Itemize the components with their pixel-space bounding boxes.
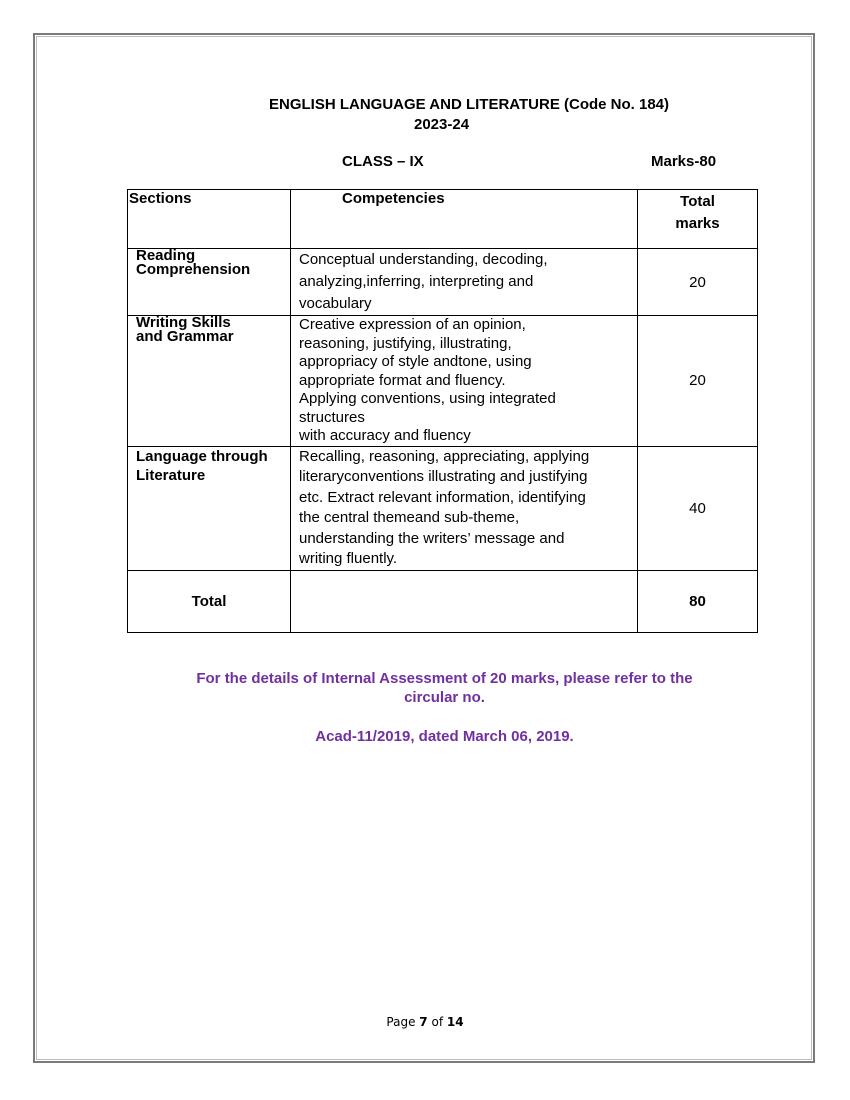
section-marks: 20	[638, 249, 758, 316]
class-label: CLASS – IX	[342, 153, 424, 170]
competency-text: Conceptual understanding, decoding, analyzing,inferring, interpreting and vocabulary	[291, 249, 638, 316]
section-marks: 40	[638, 446, 758, 570]
section-name: Writing Skills and Grammar	[128, 316, 291, 447]
header-total-marks: Total marks	[638, 190, 758, 249]
total-empty-cell	[291, 570, 638, 632]
marks-distribution-table	[127, 189, 758, 633]
table-header-row	[128, 190, 758, 249]
table-row	[128, 446, 758, 570]
competency-text: Creative expression of an opinion, reasoning, justifying, illustrating, appropriacy of style andtone, using appropriate format and fluency. Applying conventions, using integrated structures with accuracy and fluency	[291, 316, 638, 447]
academic-year: 2023-24	[414, 116, 470, 133]
total-label: Total	[128, 570, 291, 632]
table-row	[128, 249, 758, 316]
total-marks: 80	[638, 570, 758, 632]
section-marks: 20	[638, 316, 758, 447]
total-row	[128, 570, 758, 632]
document-title: ENGLISH LANGUAGE AND LITERATURE (Code No. 184)	[269, 96, 670, 113]
section-name: Language through Literature	[128, 446, 291, 570]
marks-label: Marks-80	[651, 153, 717, 170]
section-name: Reading Comprehension	[128, 249, 291, 316]
circular-reference: Acad-11/2019, dated March 06, 2019.	[315, 728, 574, 745]
page-number: Page 7 of 14	[386, 1015, 464, 1029]
header-sections: Sections	[128, 190, 291, 249]
header-competencies: Competencies	[291, 190, 638, 249]
table-row	[128, 316, 758, 447]
competency-text: Recalling, reasoning, appreciating, applying literaryconventions illustrating and justifying etc. Extract relevant information, identifying the central themeand sub-theme, understanding the writers’ message and writing fluently.	[291, 446, 638, 570]
internal-assessment-note: For the details of Internal Assessment of 20 marks, please refer to the circular no.	[196, 670, 693, 706]
